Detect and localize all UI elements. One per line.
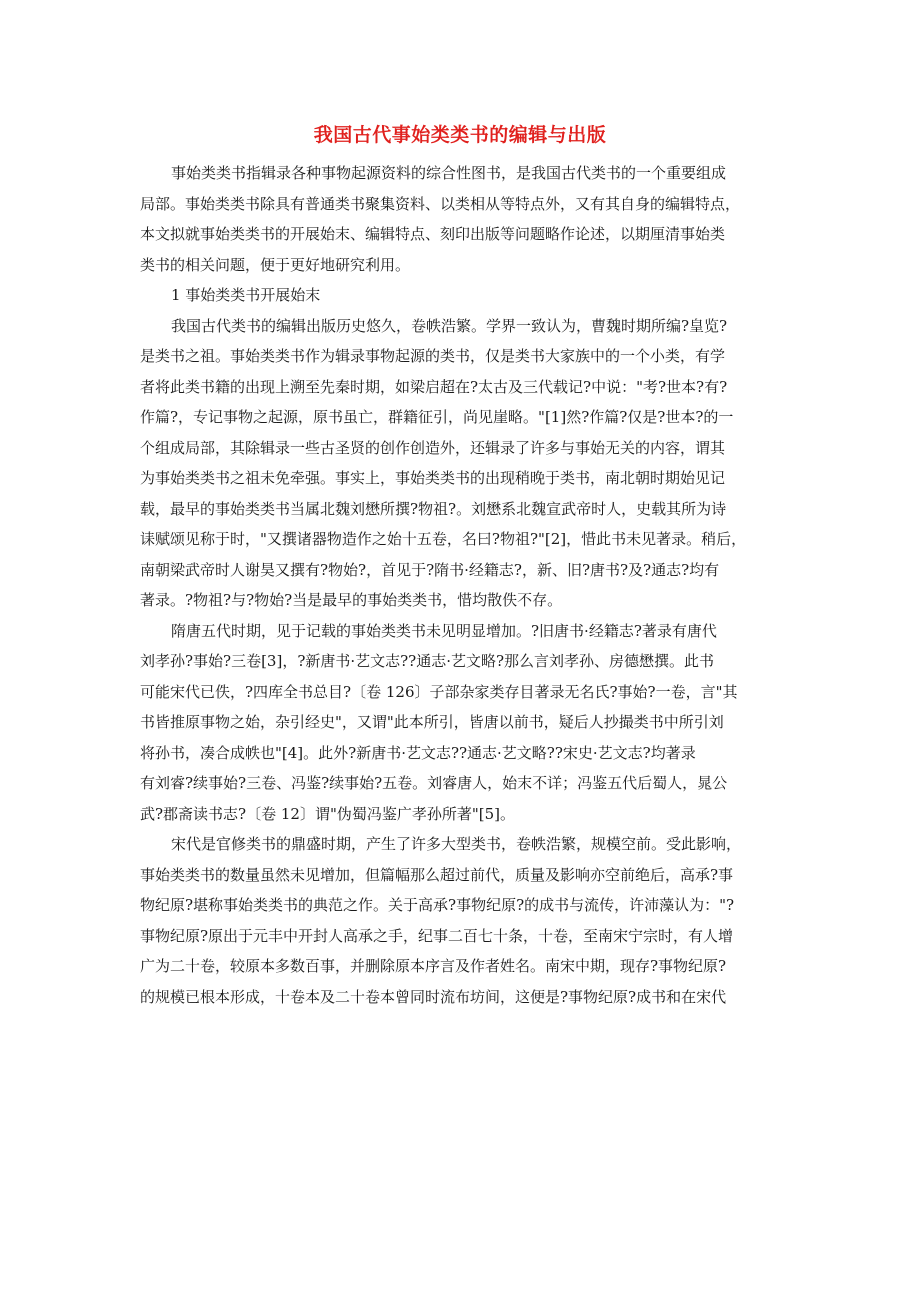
text-line: 事始类类书指辑录各种事物起源资料的综合性图书，是我国古代类书的一个重要组成 <box>171 164 727 182</box>
text-line: 我国古代类书的编辑出版历史悠久，卷帙浩繁。学界一致认为，曹魏时期所编?皇览? <box>171 316 728 335</box>
section-heading <box>140 280 780 311</box>
text-line: 宋代是官修类书的鼎盛时期，产生了许多大型类书，卷帙浩繁，规模空前。受此影响， <box>171 835 742 853</box>
text-line: 作篇?，专记事物之起源，原书虽亡，群籍征引，尚见崖略。"[1]然?作篇?仅是?世本?的一 <box>140 408 734 426</box>
text-line: 诔赋颂见称于时，"又撰诸器物造作之始十五卷，名曰?物祖?"[2]，惜此书未见著录。稍后， <box>140 530 747 548</box>
text-line: 类书的相关问题，便于更好地研究利用。 <box>140 255 411 274</box>
document-body <box>140 158 780 1012</box>
text-line: 有刘睿?续事始?三卷、冯鉴?续事始?五卷。刘睿唐人，始末不详；冯鉴五代后蜀人，晁公 <box>140 774 728 792</box>
text-line: 事始类类书的数量虽然未见增加，但篇幅那么超过前代，质量及影响亦空前绝后，高承?事 <box>140 865 734 884</box>
paragraph <box>140 616 780 830</box>
text-line: 者将此类书籍的出现上溯至先秦时期，如梁启超在?太古及三代载记?中说："考?世本?有? <box>140 377 728 396</box>
text-line: 1 事始类类书开展始末 <box>171 286 321 304</box>
text-line: 局部。事始类类书除具有普通类书聚集资料、以类相从等特点外，又有其自身的编辑特点， <box>140 194 741 213</box>
paragraph <box>140 311 780 616</box>
text-line: 载，最早的事始类类书当属北魏刘懋所撰?物祖?。刘懋系北魏宣武帝时人，史载其所为诗 <box>140 499 727 518</box>
text-line: 是类书之祖。事始类类书作为辑录事物起源的类书，仅是类书大家族中的一个小类，有学 <box>140 347 726 365</box>
text-line: 事物纪原?原出于元丰中开封人高承之手，纪事二百七十条，十卷，至南宋宁宗时，有人增 <box>140 926 734 945</box>
document-title: 我国古代事始类类书的编辑与出版 <box>313 124 607 146</box>
text-line: 书皆推原事物之始，杂引经史"，又谓"此本所引，皆唐以前书，疑后人抄撮类书中所引刘 <box>140 713 724 731</box>
text-line: 个组成局部，其除辑录一些古圣贤的创作创造外，还辑录了许多与事始无关的内容，谓其 <box>140 438 726 457</box>
text-line: 可能宋代已佚，?四库全书总目?〔卷 126〕子部杂家类存目著录无名氏?事始?一卷，言"其 <box>140 682 738 701</box>
text-line: 将孙书，凑合成帙也"[4]。此外?新唐书·艺文志??通志·艺文略??宋史·艺文志?均著录 <box>140 743 696 762</box>
text-line: 为事始类类书之祖未免牵强。事实上，事始类类书的出现稍晚于类书，南北朝时期始见记 <box>140 469 726 487</box>
text-line: 广为二十卷，较原本多数百事，并删除原本序言及作者姓名。南宋中期，现存?事物纪原? <box>140 957 727 975</box>
text-line: 著录。?物祖?与?物始?当是最早的事始类类书，惜均散佚不存。 <box>140 591 563 609</box>
paragraph <box>140 829 780 1012</box>
text-line: 物纪原?堪称事始类类书的典范之作。关于高承?事物纪原?的成书与流传，许沛藻认为："? <box>140 896 735 914</box>
text-line: 刘孝孙?事始?三卷[3]，?新唐书·艺文志??通志·艺文略?那么言刘孝孙、房德懋撰。此书 <box>140 652 715 670</box>
text-line: 南朝梁武帝时人谢昊又撰有?物始?，首见于?隋书·经籍志?，新、旧?唐书?及?通志?均有 <box>140 560 720 579</box>
text-line: 隋唐五代时期，见于记载的事始类类书未见明显增加。?旧唐书·经籍志?著录有唐代 <box>171 621 717 640</box>
text-line: 的规模已根本形成，十卷本及二十卷本曾同时流布坊间，这便是?事物纪原?成书和在宋代 <box>140 987 727 1006</box>
text-line: 武?郡斋读书志?〔卷 12〕谓"伪蜀冯鉴广孝孙所著"[5]。 <box>140 804 515 823</box>
text-line: 本文拟就事始类类书的开展始末、编辑特点、刻印出版等问题略作论述，以期厘清事始类 <box>140 225 726 243</box>
paragraph <box>140 158 780 280</box>
